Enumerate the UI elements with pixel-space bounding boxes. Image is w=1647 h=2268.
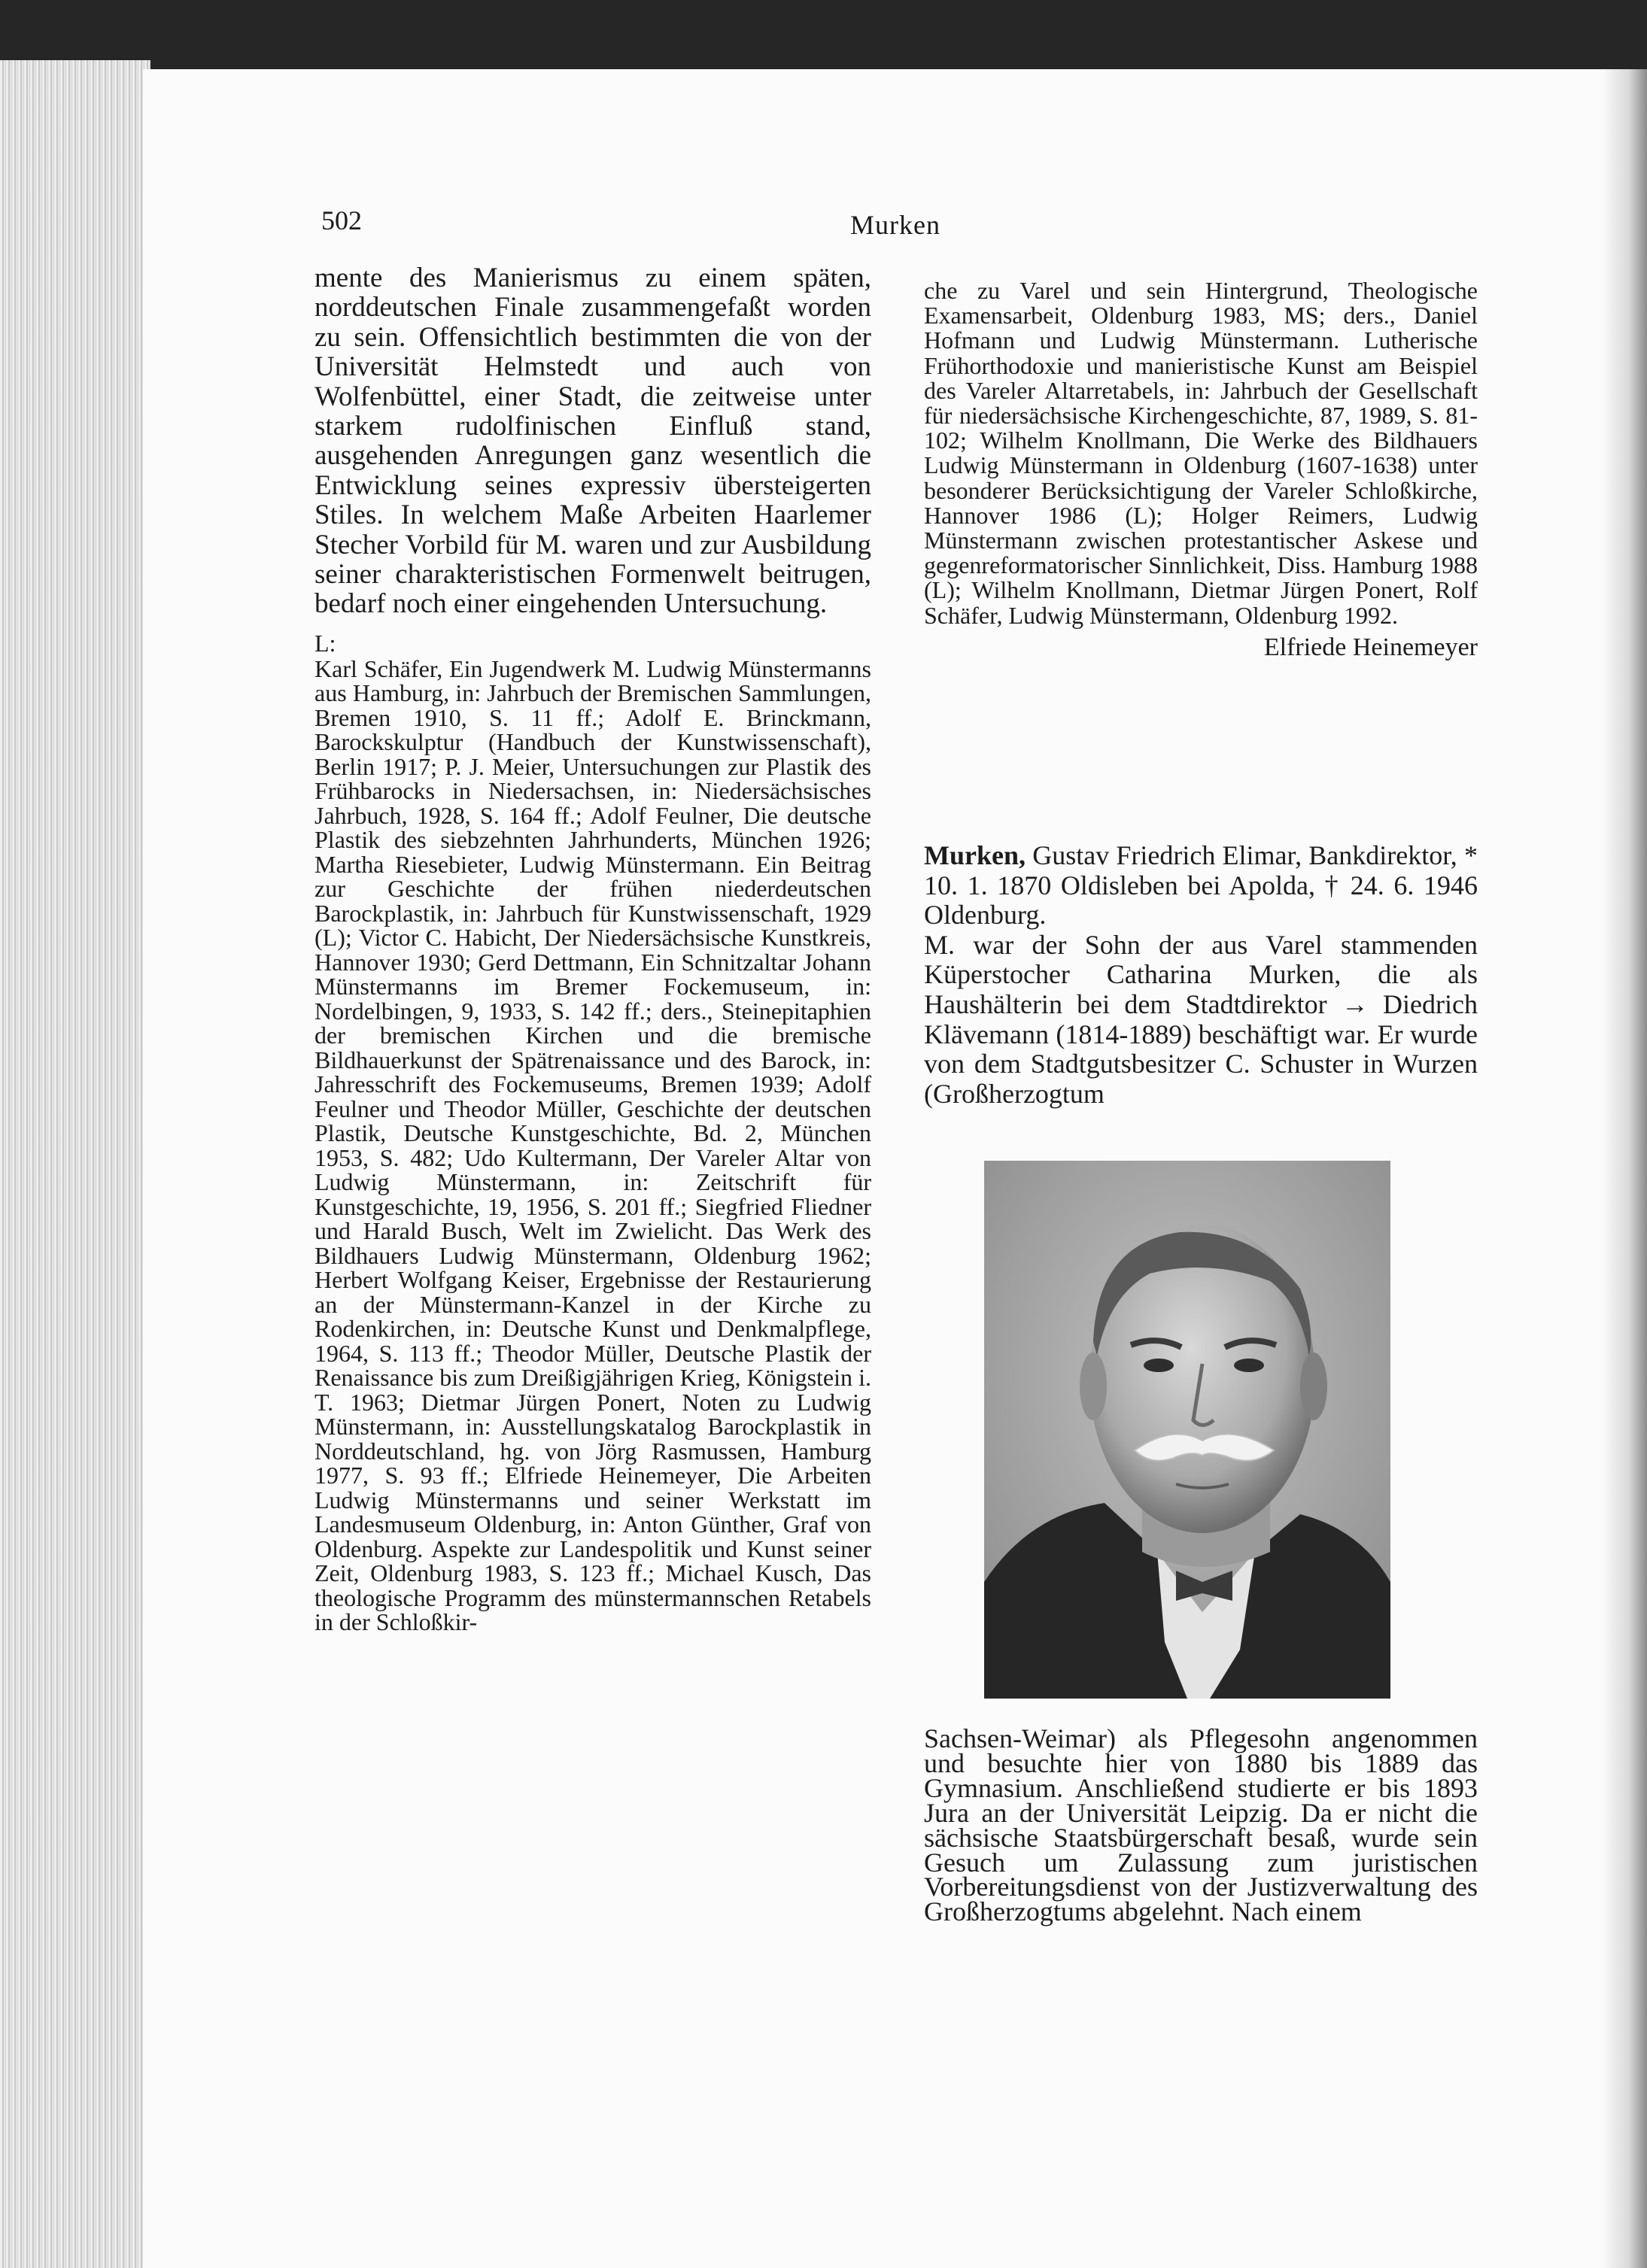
entry-headline: Gustav Friedrich Elimar, Bankdirektor, * 10. 1. 1870 Oldisleben bei Apolda, † 24. 6. 1946 Oldenburg. (924, 840, 1478, 931)
page-number: 502 (321, 205, 362, 235)
entry-heading-line (924, 841, 1478, 931)
left-column (315, 263, 871, 1635)
literature-label: L: (315, 629, 336, 657)
literature-list-continued: che zu Varel und sein Hintergrund, Theologische Examensarbeit, Oldenburg 1983, MS; ders., Daniel Hofmann und Ludwig Münstermann. Lutherische Frühorthodoxie und manieristische Kunst am Beispiel des Vareler Altarretabels, in: Jahrbuch der Gesellschaft für niedersächsische Kirchengeschichte, 87, 1989, S. 81-102; Wilhelm Knollmann, Die Werke des Bildhauers Ludwig Münstermann in Oldenburg (1607-1638) unter besonderer Berücksichtigung der Vareler Schloßkirche, Hannover 1986 (L); Holger Reimers, Ludwig Münstermann zwischen protestantischer Askese und gegenreformatorischer Sinnlichkeit, Diss. Hamburg 1988 (L); Wilhelm Knollmann, Dietmar Jürgen Ponert, Rolf Schäfer, Ludwig Münstermann, Oldenburg 1992. (924, 277, 1478, 629)
book-page-edges (0, 60, 150, 2268)
article-body-text: mente des Manierismus zu einem späten, norddeutschen Finale zusammengefaßt worden zu sein. Offensichtlich bestimmten die von der Universität Helmstedt und auch von Wolfenbüttel, einer Stadt, die zeitweise unter starkem rudolfinischen Einfluß stand, ausgehenden Anregungen ganz wesentlich die Entwicklung seines expressiv übersteigerten Stiles. In welchem Maße Arbeiten Haarlemer Stecher Vorbild für M. waren und zur Ausbildung seiner charakteristischen Formenwelt beitrugen, bedarf noch einer eingehenden Untersuchung. (315, 263, 871, 620)
book-gutter-shadow (1602, 69, 1647, 2268)
portrait-photo (984, 1161, 1390, 1699)
portrait-drawing (984, 1161, 1390, 1699)
entry-text-before-image: M. war der Sohn der aus Varel stammenden Küperstocher Catharina Murken, die als Haushälterin bei dem Stadtdirektor → Diedrich Klävemann (1814-1889) beschäftigt war. Er wurde von dem Stadtgutsbesitzer C. Schuster in Wurzen (Großherzogtum (924, 929, 1478, 1109)
entry-text-after-image-block (924, 1723, 1478, 1927)
literature-list: Karl Schäfer, Ein Jugendwerk M. Ludwig Münstermanns aus Hamburg, in: Jahrbuch der Bremischen Sammlungen, Bremen 1910, S. 11 ff.; Adolf E. Brinckmann, Barockskulptur (Handbuch der Kunstwissenschaft), Berlin 1917; P. J. Meier, Untersuchungen zur Plastik des Frühbarocks in Niedersachsen, in: Niedersächsisches Jahrbuch, 1928, S. 164 ff.; Adolf Feulner, Die deutsche Plastik des siebzehnten Jahrhunderts, München 1926; Martha Riesebieter, Ludwig Münstermann. Ein Beitrag zur Geschichte der frühen niederdeutschen Barockplastik, in: Jahrbuch für Kunstwissenschaft, 1929 (L); Victor C. Habicht, Der Niedersächsische Kunstkreis, Hannover 1930; Gerd Dettmann, Ein Schnitzaltar Johann Münstermanns im Bremer Fockemuseum, in: Nordelbingen, 9, 1933, S. 142 ff.; ders., Steinepitaphien der bremischen Kirchen und die bremische Bildhauerkunst der Spätrenaissance und des Barock, in: Jahresschrift des Fockemuseums, Bremen 1939; Adolf Feulner und Theodor Müller, Geschichte der deutschen Plastik, Deutsche Kunstgeschichte, Bd. 2, München 1953, S. 482; Udo Kultermann, Der Vareler Altar von Ludwig Münstermann, in: Zeitschrift für Kunstgeschichte, 19, 1956, S. 201 ff.; Siegfried Fliedner und Harald Busch, Welt im Zwielicht. Das Werk des Bildhauers Ludwig Münstermann, Oldenburg 1962; Herbert Wolfgang Keiser, Ergebnisse der Restaurierung an der Münstermann-Kanzel in der Kirche zu Rodenkirchen, in: Deutsche Kunst und Denkmalpflege, 1964, S. 113 ff.; Theodor Müller, Deutsche Plastik der Renaissance bis zum Dreißigjährigen Krieg, Königstein i. T. 1963; Dietmar Jürgen Ponert, Noten zu Ludwig Münstermann, in: Ausstellungskatalog Barockplastik in Norddeutschland, hg. von Jörg Rasmussen, Hamburg 1977, S. 93 ff.; Elfriede Heinemeyer, Die Arbeiten Ludwig Münstermanns und seiner Werkstatt im Landesmuseum Oldenburg, in: Anton Günther, Graf von Oldenburg. Aspekte zur Landespolitik und Kunst seiner Zeit, Oldenburg 1983, S. 123 ff.; Michael Kusch, Das theologische Programm des münstermannschen Retabels in der Schloßkir- (315, 654, 871, 1636)
biography-entry (924, 841, 1478, 1109)
scan-top-background (0, 0, 1647, 75)
article-author: Elfriede Heinemeyer (1263, 633, 1478, 661)
running-head: Murken (850, 210, 940, 240)
entry-name: Murken, (924, 840, 1026, 870)
right-column-top (924, 278, 1478, 663)
entry-text-after-image: Sachsen-Weimar) als Pflegesohn angenommen und besuchte hier von 1880 bis 1889 das Gymnasium. Anschließend studierte er bis 1893 Jura an der Universität Leipzig. Da er nicht die sächsische Staatsbürgerschaft besaß, wurde sein Gesuch um Zulassung zum juristischen Vorbereitungsdienst von der Justizverwaltung des Großherzogtums abgelehnt. Nach einem (924, 1723, 1478, 1927)
